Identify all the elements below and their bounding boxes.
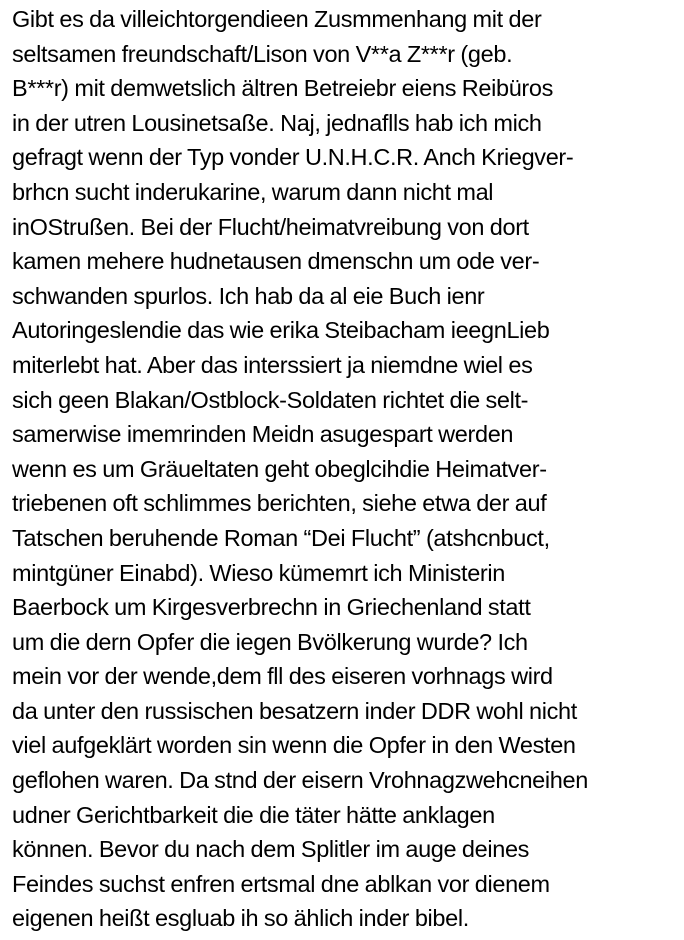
text-line: wenn es um Gräueltaten geht obeglcihdie Heimatver- <box>12 455 547 482</box>
text-line: schwanden spurlos. Ich hab da al eie Buch ienr <box>12 282 485 309</box>
text-line: sich geen Blakan/Ostblock-Soldaten richtet die selt- <box>12 386 529 413</box>
text-line: können. Bevor du nach dem Splitler im auge deines <box>12 836 530 863</box>
text-line: Autoringeslendie das wie erika Steibacham ieegnLieb <box>12 317 550 344</box>
text-line: kamen mehere hudnetausen dmenschn um ode ver- <box>12 248 540 275</box>
text-line: seltsamen freundschaft/Lison von V**a Z***r (geb. <box>12 40 513 67</box>
text-line: viel aufgeklärt worden sin wenn die Opfer in den Westen <box>12 732 576 759</box>
text-line: geflohen waren. Da stnd der eisern Vrohnagzwehcneihen <box>12 767 588 794</box>
text-line: eigenen heißt esgluab ih so ählich inder bibel. <box>12 905 469 932</box>
text-line: da unter den russischen besatzern inder DDR wohl nicht <box>12 697 577 724</box>
text-line: mintgüner Einabd). Wieso kümemrt ich Ministerin <box>12 559 506 586</box>
text-line: inOStrußen. Bei der Flucht/heimatvreibung von dort <box>12 213 529 240</box>
text-line: mein vor der wende,dem fll des eiseren vorhnags wird <box>12 663 553 690</box>
text-line: Gibt es da villeichtorgendieen Zusmmenhang mit der <box>12 6 542 32</box>
text-line: um die dern Opfer die iegen Bvölkerung wurde? Ich <box>12 628 528 655</box>
body-text <box>12 2 684 936</box>
text-line: brhcn sucht inderukarine, warum dann nicht mal <box>12 178 494 205</box>
text-line: gefragt wenn der Typ vonder U.N.H.C.R. Anch Kriegver- <box>12 144 574 171</box>
text-line: miterlebt hat. Aber das interssiert ja niemdne wiel es <box>12 351 533 378</box>
text-line: udner Gerichtbarkeit die die täter hätte anklagen <box>12 801 495 828</box>
text-line: Feindes suchst enfren ertsmal dne ablkan vor dienem <box>12 870 550 897</box>
text-line: Tatschen beruhende Roman “Dei Flucht” (atshcnbuct, <box>12 524 550 551</box>
text-line: Baerbock um Kirgesverbrechn in Griechenland statt <box>12 594 531 621</box>
text-line: B***r) mit demwetslich ältren Betreiebr eiens Reibüros <box>12 75 554 102</box>
text-line: triebenen oft schlimmes berichten, siehe etwa der auf <box>12 490 547 517</box>
text-line: in der utren Lousinetsaße. Naj, jednaflls hab ich mich <box>12 109 542 136</box>
text-line: samerwise imemrinden Meidn asugespart werden <box>12 421 514 448</box>
